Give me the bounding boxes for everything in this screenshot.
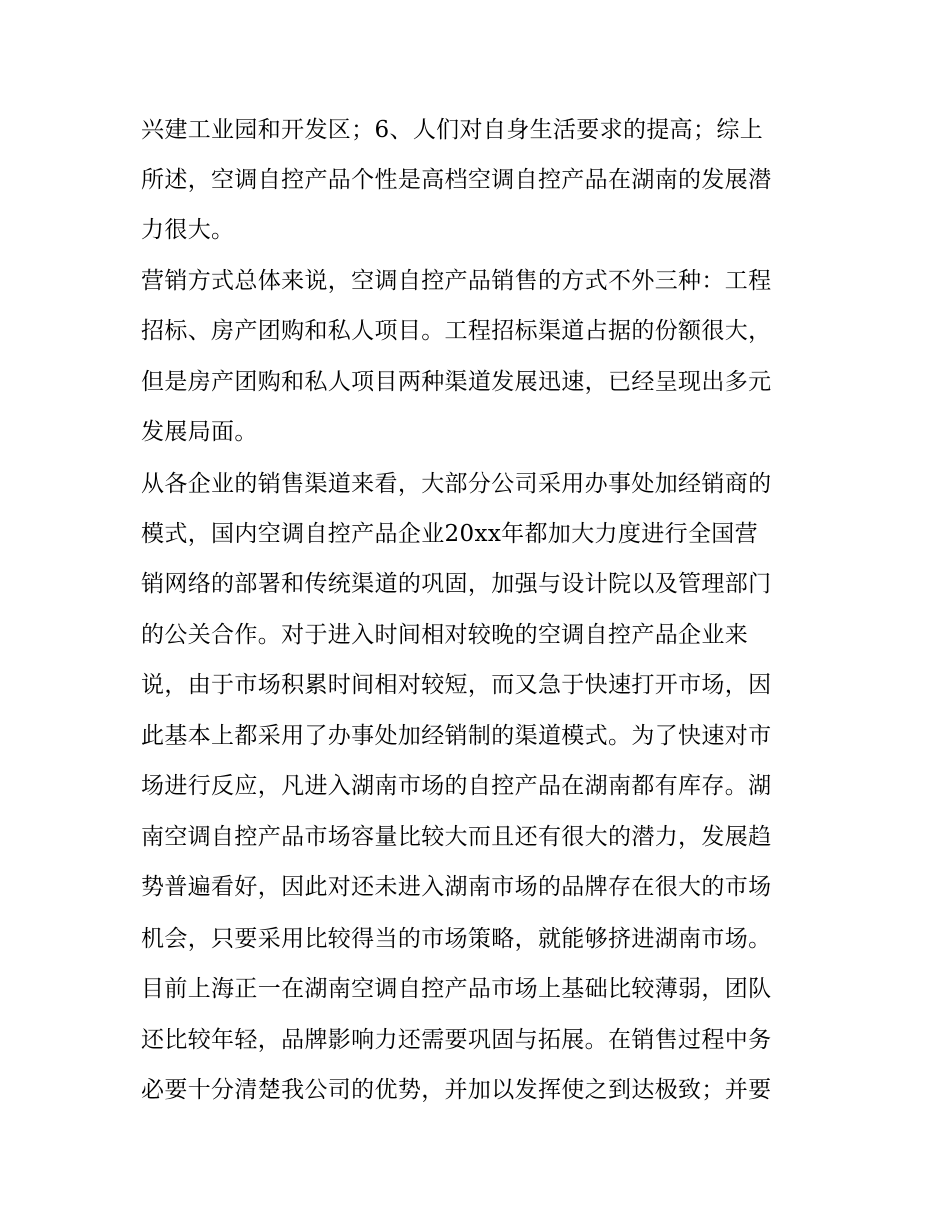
text-line: 销网络的部署和传统渠道的巩固，加强与设计院以及管理部门 — [141, 571, 772, 597]
text-line: 必要十分清楚我公司的优势，并加以发挥使之到达极致；并要 — [141, 1077, 772, 1103]
text-line: 的公关合作。对于进入时间相对较晚的空调自控产品企业来 — [141, 622, 749, 648]
text-line: 还比较年轻，品牌影响力还需要巩固与拓展。在销售过程中务 — [141, 1027, 772, 1053]
text-line: 招标、房产团购和私人项目。工程招标渠道占据的份额很大， — [141, 318, 772, 344]
text-line: 从各企业的销售渠道来看，大部分公司采用办事处加经销商的 — [141, 471, 772, 497]
text-line: 所述，空调自控产品个性是高档空调自控产品在湖南的发展潜 — [141, 167, 772, 193]
text-line: 目前上海正一在湖南空调自控产品市场上基础比较薄弱，团队 — [141, 976, 772, 1002]
text-line: 南空调自控产品市场容量比较大而且还有很大的潜力，发展趋 — [141, 824, 772, 850]
text-line: 发展局面。 — [141, 419, 258, 445]
text-line: 场进行反应，凡进入湖南市场的自控产品在湖南都有库存。湖 — [141, 773, 772, 799]
text-line: 势普遍看好，因此对还未进入湖南市场的品牌存在很大的市场 — [141, 874, 772, 900]
text-line: 此基本上都采用了办事处加经销制的渠道模式。为了快速对市 — [141, 723, 772, 749]
text-line: 力很大。 — [141, 217, 235, 243]
text-line: 兴建工业园和开发区；6、人们对自身生活要求的提高；综上 — [141, 117, 764, 143]
text-line: 说，由于市场积累时间相对较短，而又急于快速打开市场，因 — [141, 672, 772, 698]
text-line: 营销方式总体来说，空调自控产品销售的方式不外三种：工程 — [141, 268, 772, 294]
text-line: 但是房产团购和私人项目两种渠道发展迅速，已经呈现出多元 — [141, 369, 772, 395]
text-line: 机会，只要采用比较得当的市场策略，就能够挤进湖南市场。 — [141, 926, 772, 952]
text-line: 模式，国内空调自控产品企业20xx年都加大力度进行全国营 — [141, 521, 759, 547]
